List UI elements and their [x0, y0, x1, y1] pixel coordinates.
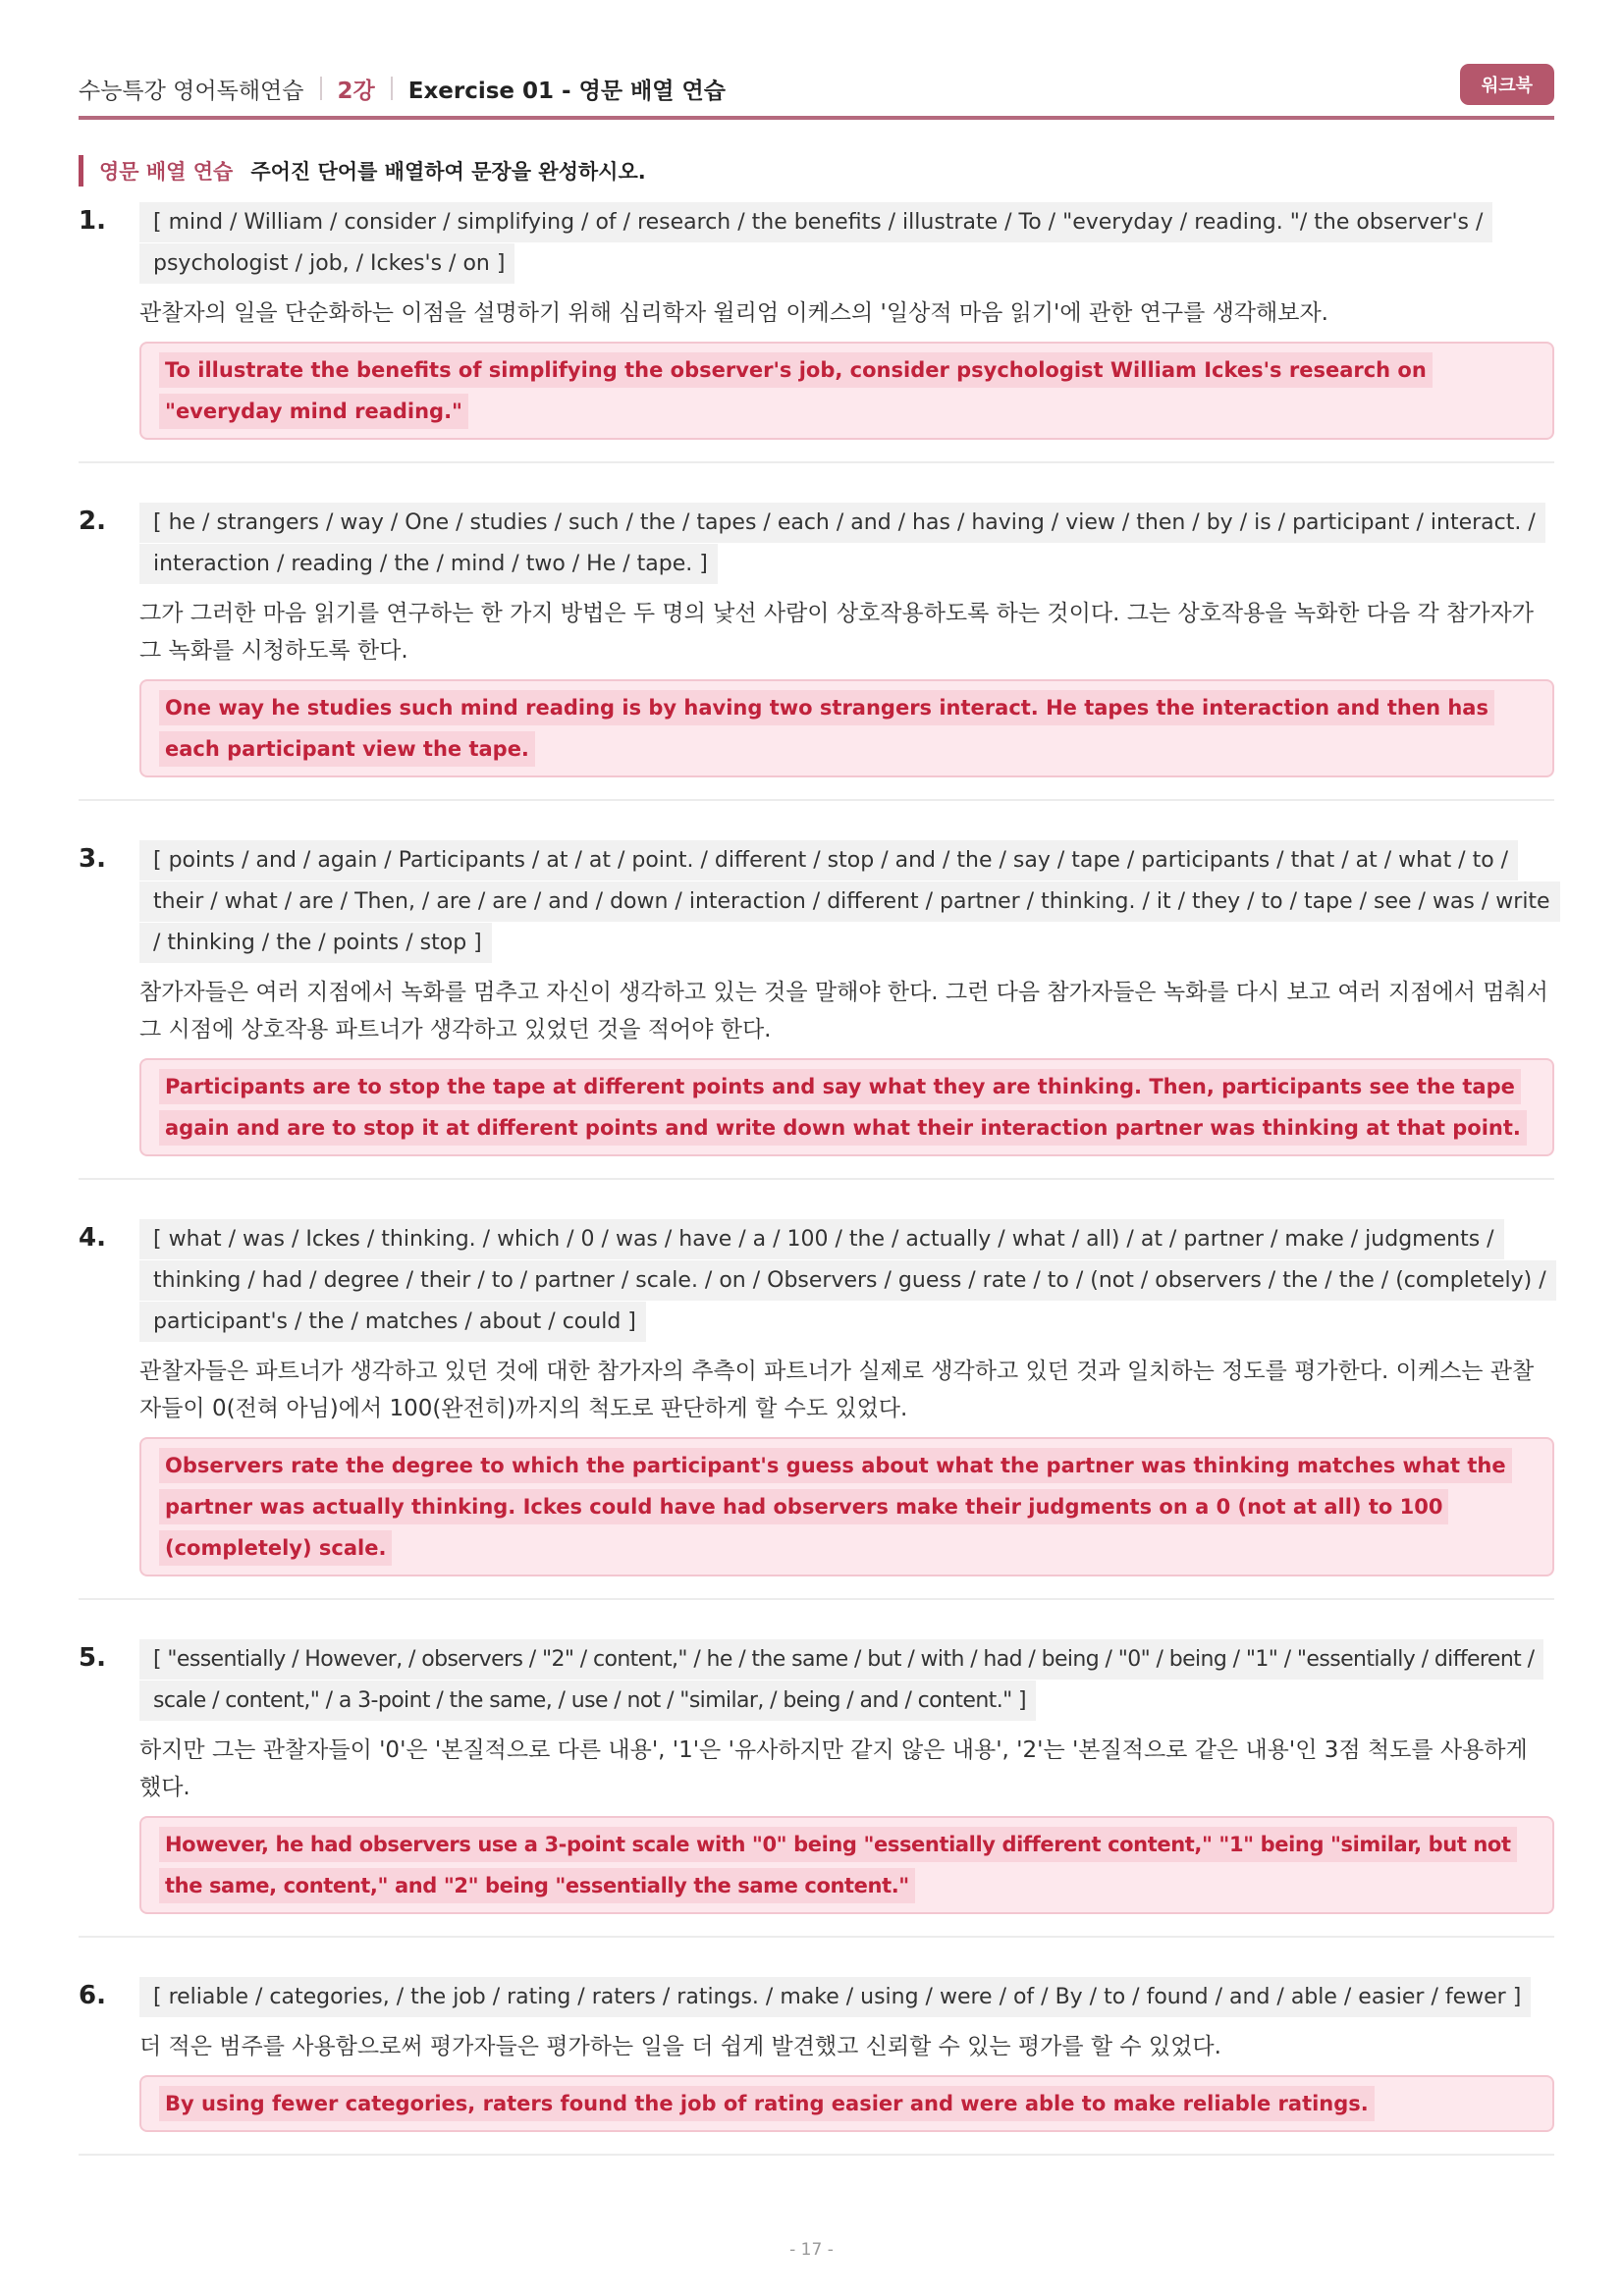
word-bank-text: [ reliable / categories, / the job / rating / raters / ratings. / make / using / were / of / By / to / found / and / able / easier / fewer ]	[139, 1977, 1531, 2017]
section-instruction: 주어진 단어를 배열하여 문장을 완성하시오.	[250, 160, 646, 184]
answer-box	[139, 2075, 1554, 2132]
word-bank	[139, 1219, 1554, 1343]
section-heading	[79, 155, 646, 187]
word-bank-text: [ mind / William / consider / simplifying / of / research / the benefits / illustrate / To / "everyday / reading. "/ the observer's / psychologist / job, / Ickes's / on ]	[139, 202, 1492, 284]
answer-box	[139, 1816, 1554, 1914]
answer-box	[139, 679, 1554, 777]
exercise-title: Exercise 01 - 영문 배열 연습	[407, 78, 726, 104]
page-header	[79, 61, 1554, 120]
answer-text: One way he studies such mind reading is by having two strangers interact. He tapes the interaction and then has each participant view the tape.	[159, 690, 1494, 767]
word-bank	[139, 503, 1554, 585]
korean-translation: 관찰자의 일을 단순화하는 이점을 설명하기 위해 심리학자 윌리엄 이케스의 '일상적 마음 읽기'에 관한 연구를 생각해보자.	[139, 300, 1328, 326]
item-number: 3.	[79, 844, 106, 874]
lesson-number: 2강	[337, 78, 375, 104]
exercise-item	[79, 1219, 1554, 1600]
item-number: 4.	[79, 1223, 106, 1253]
word-bank	[139, 1639, 1554, 1722]
exercise-item	[79, 1639, 1554, 1938]
answer-box	[139, 1437, 1554, 1576]
word-bank	[139, 1977, 1554, 2018]
exercise-item	[79, 503, 1554, 801]
exercise-item	[79, 840, 1554, 1180]
item-number: 2.	[79, 507, 106, 536]
item-number: 6.	[79, 1981, 106, 2010]
korean-translation: 더 적은 범주를 사용함으로써 평가자들은 평가하는 일을 더 쉽게 발견했고 신뢰할 수 있는 평가를 할 수 있었다.	[139, 2034, 1221, 2059]
item-number: 5.	[79, 1643, 106, 1673]
word-bank-text: [ points / and / again / Participants / at / at / point. / different / stop / and / the / say / tape / participants / that / at / what / to / their / what / are / Then, / are / are / and / down / interaction / different / partner / thinking. / it / they / to / tape / see / was / write / thinking / the / points / stop ]	[139, 840, 1560, 963]
exercise-item	[79, 202, 1554, 463]
item-number: 1.	[79, 206, 106, 236]
answer-box	[139, 342, 1554, 440]
word-bank-text: [ what / was / Ickes / thinking. / which / 0 / was / have / a / 100 / the / actually / what / all) / at / partner / make / judgments / thinking / had / degree / their / to / partner / scale. / on / Observers / guess / rate / to / (not / observers / the / the / (completely) / participant's / the / matches / about / could ]	[139, 1219, 1556, 1342]
answer-text: By using fewer categories, raters found the job of rating easier and were able to make reliable ratings.	[159, 2086, 1375, 2121]
header-divider	[320, 77, 322, 100]
exercise-list	[79, 202, 1554, 2195]
header-divider	[391, 77, 393, 100]
word-bank	[139, 202, 1554, 285]
korean-translation: 하지만 그는 관찰자들이 '0'은 '본질적으로 다른 내용', '1'은 '유사하지만 같지 않은 내용', '2'는 '본질적으로 같은 내용'인 3점 척도를 사용하게 했다.	[139, 1737, 1528, 1800]
course-title: 수능특강 영어독해연습	[79, 78, 304, 104]
exercise-item	[79, 1977, 1554, 2156]
answer-text: However, he had observers use a 3-point scale with "0" being "essentially different content," "1" being "similar, but not the same, content," and "2" being "essentially the same content."	[159, 1827, 1517, 1903]
page-number: - 17 -	[789, 2240, 834, 2260]
korean-translation: 관찰자들은 파트너가 생각하고 있던 것에 대한 참가자의 추측이 파트너가 실제로 생각하고 있던 것과 일치하는 정도를 평가한다. 이케스는 관찰자들이 0(전혀 아님)에서 100(완전히)까지의 척도로 판단하게 할 수도 있었다.	[139, 1359, 1535, 1421]
answer-text: Observers rate the degree to which the participant's guess about what the partner was thinking matches what the partner was actually thinking. Ickes could have had observers make their judgments on a 0 (not at all) to 100 (completely) scale.	[159, 1448, 1512, 1566]
section-label: 영문 배열 연습	[99, 160, 234, 184]
workbook-badge: 워크북	[1460, 64, 1554, 105]
korean-translation: 참가자들은 여러 지점에서 녹화를 멈추고 자신이 생각하고 있는 것을 말해야 한다. 그런 다음 참가자들은 녹화를 다시 보고 여러 지점에서 멈춰서 그 시점에 상호작용 파트너가 생각하고 있었던 것을 적어야 한다.	[139, 980, 1548, 1042]
word-bank	[139, 840, 1554, 964]
answer-text: Participants are to stop the tape at different points and say what they are thinking. Then, participants see the tape again and are to stop it at different points and write down what their interaction partner was thinking at that point.	[159, 1069, 1527, 1146]
word-bank-text: [ he / strangers / way / One / studies / such / the / tapes / each / and / has / having / view / then / by / is / participant / interact. / interaction / reading / the / mind / two / He / tape. ]	[139, 503, 1545, 584]
word-bank-text: [ "essentially / However, / observers / "2" / content," / he / the same / but / with / had / being / "0" / being / "1" / "essentially / different / scale / content," / a 3-point / the same, / use / not / "similar, / being / and / content." ]	[139, 1639, 1543, 1721]
answer-text: To illustrate the benefits of simplifying the observer's job, consider psychologist William Ickes's research on "everyday mind reading."	[159, 352, 1433, 429]
korean-translation: 그가 그러한 마음 읽기를 연구하는 한 가지 방법은 두 명의 낯선 사람이 상호작용하도록 하는 것이다. 그는 상호작용을 녹화한 다음 각 참가자가 그 녹화를 시청하도록 한다.	[139, 601, 1534, 664]
answer-box	[139, 1058, 1554, 1156]
